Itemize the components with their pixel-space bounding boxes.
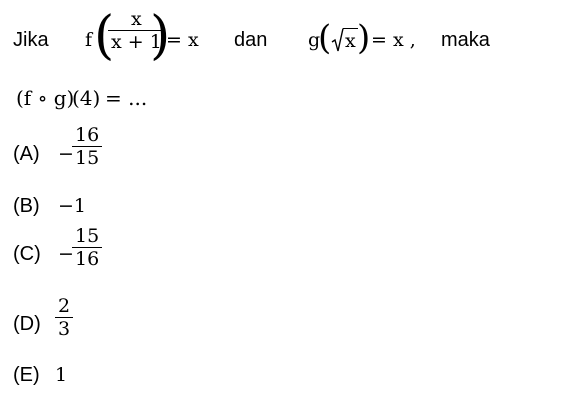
- intro-word: Jika: [13, 29, 49, 51]
- option-d-label: (D): [13, 313, 41, 335]
- connector-word: dan: [234, 29, 268, 51]
- option-a-numerator: 16: [75, 124, 100, 146]
- option-a-sign: −: [58, 143, 74, 165]
- option-a-fraction: [72, 124, 102, 169]
- option-c-denominator: 16: [75, 248, 100, 270]
- g-open-paren: (: [318, 18, 332, 58]
- g-close-paren: ): [357, 18, 371, 58]
- option-d-numerator: 2: [58, 295, 71, 317]
- composition-argument: (4): [72, 86, 101, 110]
- option-c-label: (C): [13, 243, 41, 265]
- composition-rhs: = ...: [105, 86, 148, 110]
- g-arg-radicand: x: [345, 30, 356, 52]
- g-rhs: = x ,: [371, 29, 416, 51]
- option-a-label: (A): [13, 143, 40, 165]
- f-open-paren: (: [94, 6, 115, 66]
- option-c-numerator: 15: [75, 225, 100, 247]
- option-c-sign: −: [58, 243, 74, 265]
- option-d-fraction: [55, 295, 73, 340]
- option-b-value: −1: [58, 195, 87, 217]
- option-e-label: (E): [13, 364, 40, 386]
- option-d-denominator: 3: [58, 318, 71, 340]
- option-b-label: (B): [13, 195, 40, 217]
- f-function-name: f: [85, 29, 93, 51]
- option-c-fraction: [72, 225, 102, 270]
- f-arg-numerator: x: [131, 8, 142, 30]
- f-arg-denominator: x + 1: [111, 31, 162, 53]
- then-word: maka: [441, 29, 490, 51]
- option-a-denominator: 15: [75, 147, 100, 169]
- f-rhs: = x: [166, 29, 199, 51]
- f-close-paren: ): [150, 6, 171, 66]
- composition-expression: (f ∘ g): [16, 86, 75, 110]
- g-function-name: g: [308, 29, 321, 51]
- option-e-value: 1: [55, 364, 68, 386]
